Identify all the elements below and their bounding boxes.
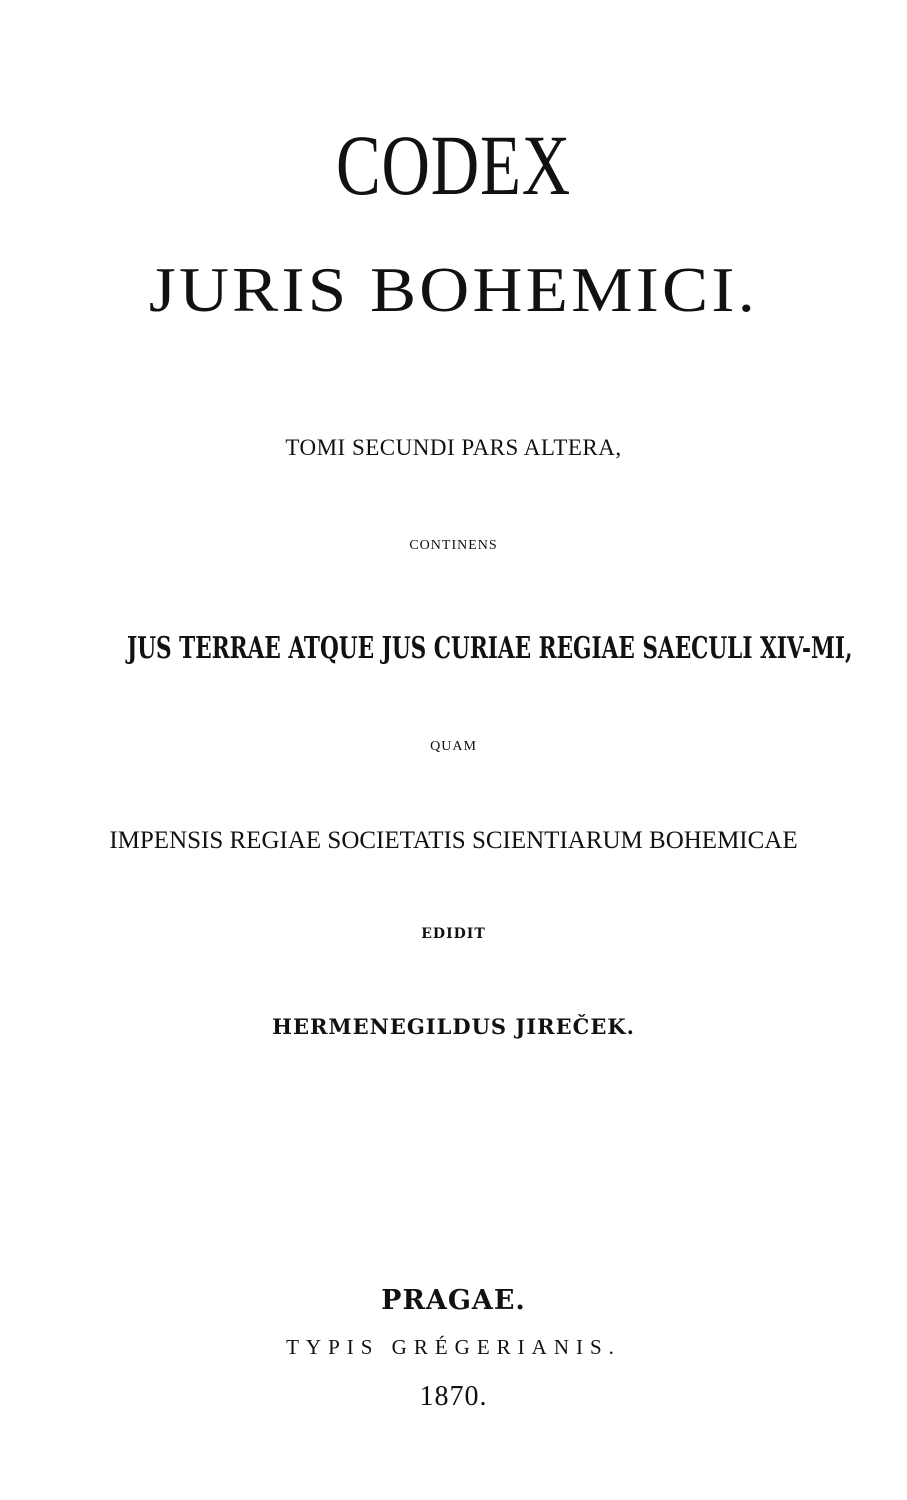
imprint-year: 1870. bbox=[419, 1381, 488, 1412]
edidit-label: EDIDIT bbox=[421, 926, 486, 942]
book-subtitle: JURIS BOHEMICI. bbox=[148, 254, 759, 325]
volume-statement: TOMI SECUNDI PARS ALTERA, bbox=[285, 435, 622, 460]
contents-statement: JUS TERRAE ATQUE JUS CURIAE REGIAE SAECULI XIV-MI, bbox=[126, 631, 853, 666]
imprint-place: PRAGAE. bbox=[381, 1285, 526, 1316]
quam-label: QUAM bbox=[430, 739, 477, 754]
editor-name: HERMENEGILDUS JIREČEK. bbox=[272, 1014, 635, 1039]
sponsor-statement: IMPENSIS REGIAE SOCIETATIS SCIENTIARUM BOHEMICAE bbox=[109, 827, 798, 854]
imprint-printer: TYPIS GRÉGERIANIS. bbox=[286, 1335, 621, 1359]
continens-label: CONTINENS bbox=[409, 538, 498, 553]
book-title: CODEX bbox=[336, 117, 571, 213]
